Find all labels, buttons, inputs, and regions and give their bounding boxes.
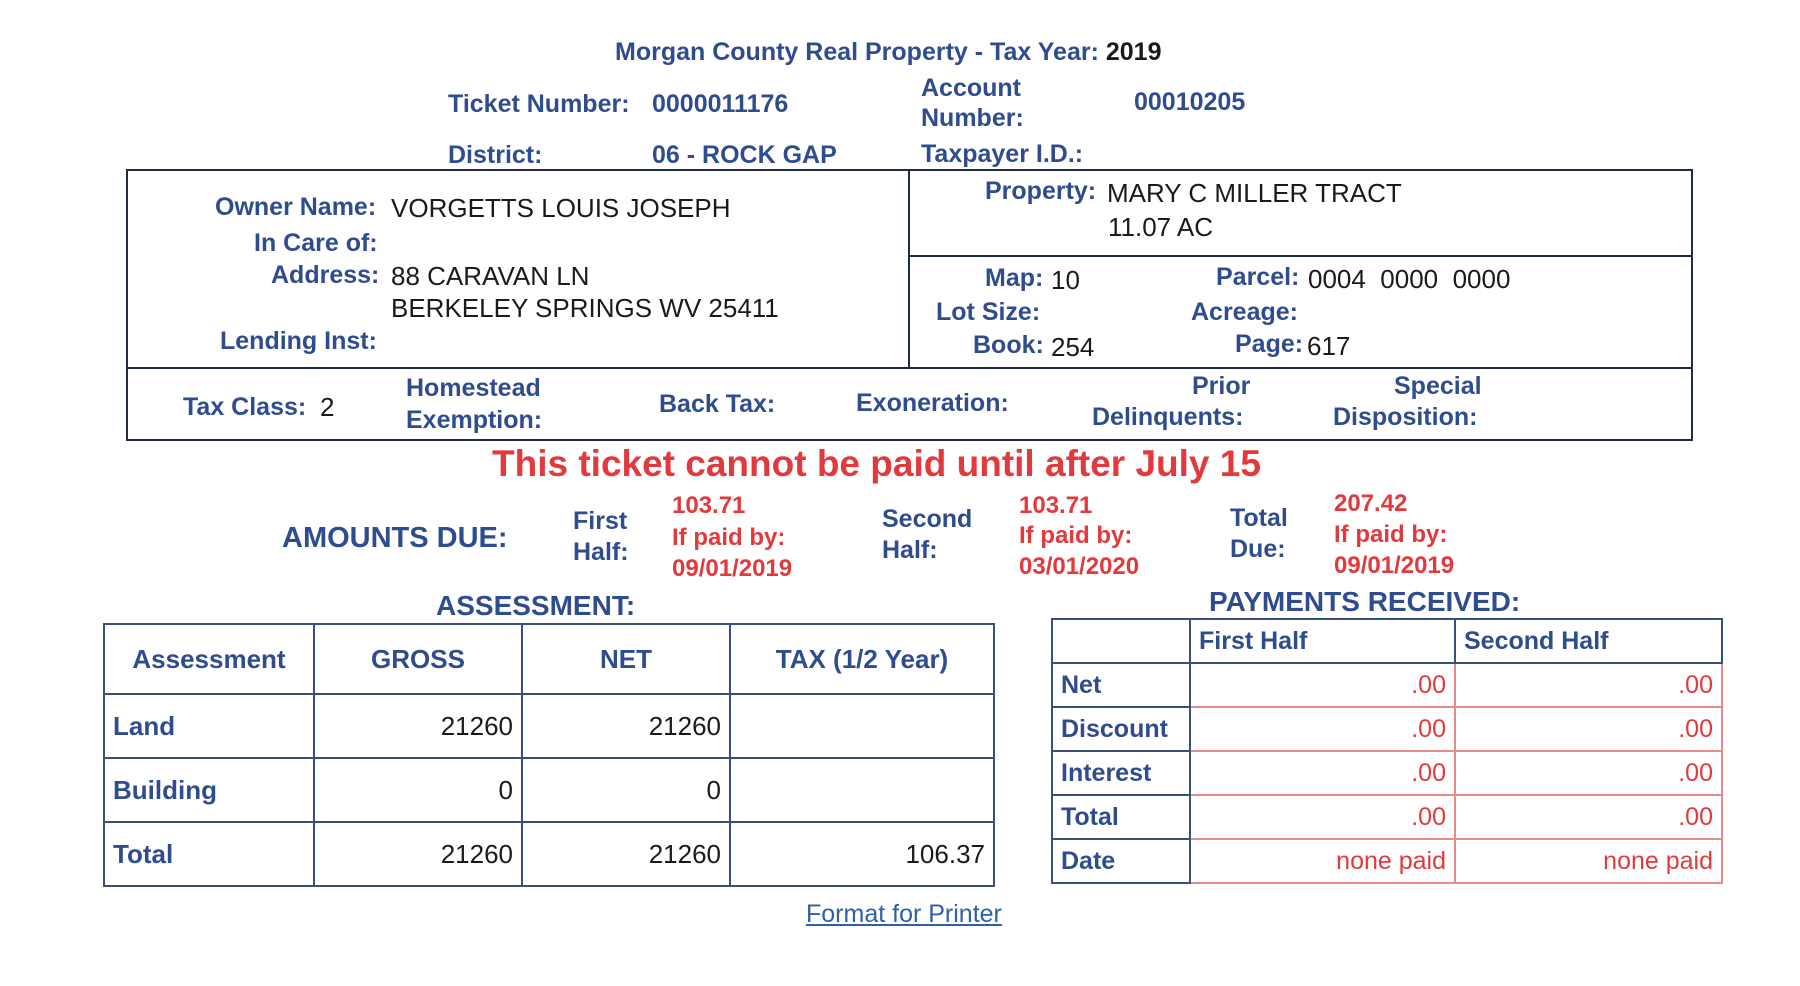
in-care-of-label: In Care of:	[254, 229, 378, 257]
gross-cell: 21260	[314, 694, 522, 758]
special-disposition-label-1: Special	[1394, 372, 1482, 400]
total-due-amount: 207.42	[1334, 490, 1408, 517]
prior-delinquents-label-1: Prior	[1192, 372, 1251, 400]
payments-header-row	[1052, 619, 1722, 663]
lot-size-label: Lot Size:	[936, 298, 1041, 326]
special-disposition-label-2: Disposition:	[1333, 403, 1478, 431]
prior-delinquents-label-2: Delinquents:	[1092, 403, 1244, 431]
row-label: Total	[1052, 795, 1190, 839]
book-label: Book:	[973, 331, 1044, 359]
gross-cell: 21260	[314, 822, 522, 886]
table-row	[104, 758, 994, 822]
back-tax-label: Back Tax:	[659, 390, 776, 418]
owner-name-label: Owner Name:	[215, 193, 377, 221]
address-line-2: BERKELEY SPRINGS WV 25411	[391, 293, 779, 323]
property-label: Property:	[985, 177, 1097, 205]
map-label: Map:	[985, 264, 1044, 292]
first-half-date: 09/01/2019	[672, 555, 793, 582]
first-half-col-header: First Half	[1190, 619, 1455, 663]
assessment-col-header: Assessment	[104, 624, 314, 694]
net-cell: 21260	[522, 822, 730, 886]
first-half-paid-by: If paid by:	[672, 524, 786, 551]
table-row	[1052, 663, 1722, 707]
total-due-label-1: Total	[1230, 504, 1288, 532]
table-row	[1052, 707, 1722, 751]
info-box-divider-vertical	[908, 169, 910, 369]
assessment-heading: ASSESSMENT:	[436, 590, 636, 621]
exoneration-label: Exoneration:	[856, 389, 1009, 417]
second-half-date: 03/01/2020	[1019, 553, 1140, 580]
first-half-cell: none paid	[1190, 839, 1455, 883]
first-half-cell: .00	[1190, 707, 1455, 751]
net-cell: 21260	[522, 694, 730, 758]
second-half-label-1: Second	[882, 505, 973, 533]
row-label: Net	[1052, 663, 1190, 707]
property-line-1: MARY C MILLER TRACT	[1107, 178, 1402, 208]
payment-notice: This ticket cannot be paid until after July 15	[492, 443, 1261, 484]
book-value: 254	[1051, 332, 1095, 362]
homestead-label-1: Homestead	[406, 374, 541, 402]
homestead-label-2: Exemption:	[406, 406, 543, 434]
first-half-label-2: Half:	[573, 538, 629, 566]
ticket-number: 0000011176	[652, 90, 789, 118]
assessment-header-row	[104, 624, 994, 694]
total-due-date: 09/01/2019	[1334, 552, 1455, 579]
row-label: Total	[104, 822, 314, 886]
total-due-label-2: Due:	[1230, 535, 1286, 563]
first-half-cell: .00	[1190, 751, 1455, 795]
tax-class-value: 2	[320, 392, 335, 422]
row-label: Land	[104, 694, 314, 758]
page-value: 617	[1307, 331, 1351, 361]
first-half-label-1: First	[573, 507, 628, 535]
assessment-table	[103, 623, 995, 887]
property-line-2: 11.07 AC	[1108, 212, 1214, 242]
second-half-amount: 103.71	[1019, 492, 1093, 519]
parcel-label: Parcel:	[1216, 263, 1300, 291]
lending-inst-label: Lending Inst:	[220, 327, 377, 355]
tax-cell	[730, 694, 994, 758]
account-number-label-2: Number:	[921, 104, 1024, 132]
table-row	[1052, 839, 1722, 883]
row-label: Discount	[1052, 707, 1190, 751]
acreage-label: Acreage:	[1191, 298, 1298, 326]
second-half-label-2: Half:	[882, 536, 938, 564]
account-number-label-1: Account	[921, 74, 1021, 102]
address-label: Address:	[271, 261, 380, 289]
taxpayer-id-label: Taxpayer I.D.:	[921, 140, 1084, 168]
total-due-paid-by: If paid by:	[1334, 521, 1448, 548]
page-label: Page:	[1235, 330, 1304, 358]
first-half-amount: 103.71	[672, 492, 746, 519]
tax-row-divider	[126, 367, 1693, 369]
payments-corner-header	[1052, 619, 1190, 663]
tax-cell: 106.37	[730, 822, 994, 886]
second-half-cell: .00	[1455, 751, 1722, 795]
second-half-cell: .00	[1455, 795, 1722, 839]
second-half-col-header: Second Half	[1455, 619, 1722, 663]
title-prefix: Morgan County Real Property - Tax Year:	[615, 38, 1099, 66]
second-half-cell: .00	[1455, 663, 1722, 707]
row-label: Building	[104, 758, 314, 822]
second-half-cell: none paid	[1455, 839, 1722, 883]
table-row	[1052, 751, 1722, 795]
second-half-paid-by: If paid by:	[1019, 522, 1133, 549]
net-cell: 0	[522, 758, 730, 822]
account-number: 00010205	[1134, 88, 1246, 116]
map-value: 10	[1051, 265, 1080, 295]
table-row	[1052, 795, 1722, 839]
payments-table	[1051, 618, 1723, 884]
second-half-cell: .00	[1455, 707, 1722, 751]
owner-name: VORGETTS LOUIS JOSEPH	[391, 193, 731, 223]
tax-cell	[730, 758, 994, 822]
parcel-value: 0004 0000 0000	[1308, 264, 1511, 294]
table-row	[104, 694, 994, 758]
payments-heading: PAYMENTS RECEIVED:	[1209, 586, 1521, 617]
district: 06 - ROCK GAP	[652, 141, 837, 169]
table-row	[104, 822, 994, 886]
row-label: Interest	[1052, 751, 1190, 795]
district-label: District:	[448, 141, 543, 169]
first-half-cell: .00	[1190, 663, 1455, 707]
property-divider	[908, 255, 1693, 257]
ticket-number-label: Ticket Number:	[448, 90, 630, 118]
gross-col-header: GROSS	[314, 624, 522, 694]
amounts-due-label: AMOUNTS DUE:	[282, 522, 508, 554]
tax-year: 2019	[1105, 38, 1162, 66]
gross-cell: 0	[314, 758, 522, 822]
first-half-cell: .00	[1190, 795, 1455, 839]
tax-col-header: TAX (1/2 Year)	[730, 624, 994, 694]
format-for-printer-link[interactable]: Format for Printer	[806, 900, 1002, 928]
tax-class-label: Tax Class:	[183, 393, 307, 421]
row-label: Date	[1052, 839, 1190, 883]
net-col-header: NET	[522, 624, 730, 694]
page-title	[615, 38, 1162, 67]
address-line-1: 88 CARAVAN LN	[391, 261, 590, 291]
